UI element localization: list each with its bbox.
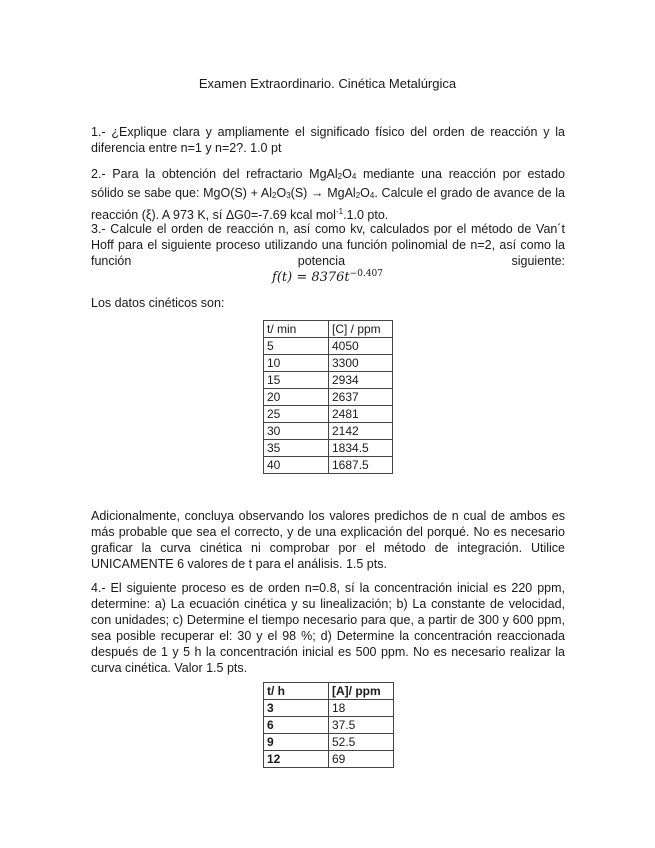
question-2: 2.- Para la obtención del refractario $MgAl_2O_4$ mediante una reacción por estado sólido se sabe que: $MgO(S) + Al_2O_3(S)$ → $MgAl_2O_4$. Calcule el grado de avance de la reacción (ξ). A 973 K, sí ΔG0=-7.69 kcal mol$^{-1}$.1.0 pto. <box>91 167 566 222</box>
table-row <box>264 338 393 355</box>
table-cell: 10 <box>264 355 329 372</box>
column-header: [A]/ ppm <box>329 683 394 700</box>
table-cell: 69 <box>329 751 394 768</box>
question-1: 1.- ¿Explique clara y ampliamente el significado físico del orden de reacción y la diferencia entre n=1 y n=2?. 1.0 pt <box>91 125 565 155</box>
table-row <box>264 717 394 734</box>
data-intro: Los datos cinéticos son: <box>91 296 225 310</box>
table-row <box>264 355 393 372</box>
table-row <box>264 372 393 389</box>
page-title: Examen Extraordinario. Cinética Metalúrgica <box>198 76 457 91</box>
table-cell: 18 <box>329 700 394 717</box>
table-cell: 40 <box>264 457 329 474</box>
question-3-conclusion: Adicionalmente, concluya observando los valores predichos de n cual de ambos es más probable que sea el correcto, y de una explicación del porqué. No es necesario graficar la curva cinética ni comprobar por el método de integración. Utilice UNICAMENTE 6 valores de t para el análisis. 1.5 pts. <box>91 509 565 571</box>
table-row <box>264 734 394 751</box>
table-row <box>264 389 393 406</box>
table-cell: 2637 <box>329 389 393 406</box>
table-cell: 1834.5 <box>329 440 393 457</box>
table-cell: 2934 <box>329 372 393 389</box>
power-function-formula: $f(t) = 8376t^{-0.407}$ <box>272 269 383 285</box>
table-cell: 25 <box>264 406 329 423</box>
table-cell: 30 <box>264 423 329 440</box>
table-cell: 35 <box>264 440 329 457</box>
table-cell: 2142 <box>329 423 393 440</box>
table-row <box>264 700 394 717</box>
table-row <box>264 423 393 440</box>
kinetic-data-table <box>263 320 393 474</box>
table-header-row <box>264 321 393 338</box>
table-row <box>264 406 393 423</box>
table-cell: 12 <box>264 751 329 768</box>
column-header: t/ h <box>264 683 329 700</box>
table-cell: 9 <box>264 734 329 751</box>
table-cell: 15 <box>264 372 329 389</box>
table-row <box>264 751 394 768</box>
table-row <box>264 457 393 474</box>
column-header: [C] / ppm <box>329 321 393 338</box>
table-cell: 5 <box>264 338 329 355</box>
table-cell: 1687.5 <box>329 457 393 474</box>
question-4: 4.- El siguiente proceso es de orden n=0.8, sí la concentración inicial es 220 ppm, determine: a) La ecuación cinética y su linealización; b) La constante de velocidad, con unidades; c) Determine el tiempo necesario para que, a partir de 300 y 600 ppm, sea posible recuperar el: 30 y el 98 %; d) Determine la concentración reaccionada después de 1 y 5 h la concentración inicial es 500 ppm. No es necesario realizar la curva cinética. Valor 1.5 pts. <box>91 581 565 675</box>
table-cell: 52.5 <box>329 734 394 751</box>
question-3: 3.- Calcule el orden de reacción n, así como kv, calculados por el método de Van´t Hoff para el siguiente proceso utilizando una función polinomial de n=2, así como la función potencia siguiente: <box>91 222 565 268</box>
table-cell: 4050 <box>329 338 393 355</box>
column-header: t/ min <box>264 321 329 338</box>
table-cell: 3300 <box>329 355 393 372</box>
table-cell: 20 <box>264 389 329 406</box>
table-cell: 37.5 <box>329 717 394 734</box>
table-cell: 2481 <box>329 406 393 423</box>
table-cell: 6 <box>264 717 329 734</box>
order-data-table <box>263 682 394 768</box>
table-cell: 3 <box>264 700 329 717</box>
table-header-row <box>264 683 394 700</box>
table-row <box>264 440 393 457</box>
